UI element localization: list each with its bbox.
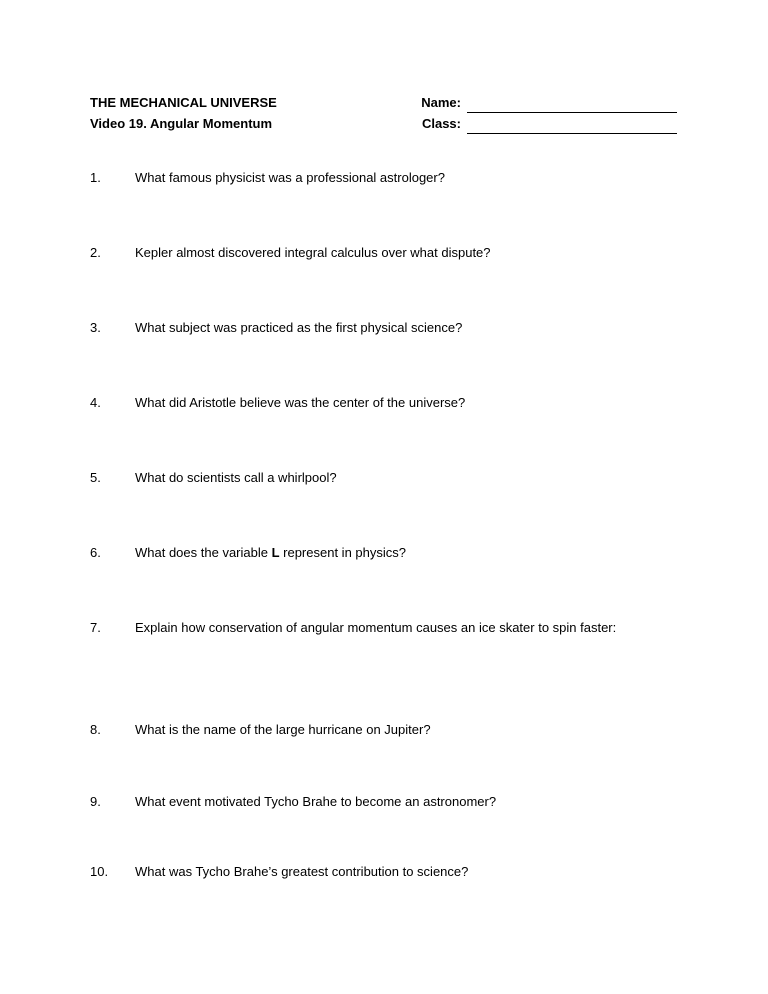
variable-l: L <box>271 545 280 560</box>
worksheet-title: THE MECHANICAL UNIVERSE <box>90 95 277 110</box>
class-field[interactable] <box>467 117 677 134</box>
name-label: Name: <box>421 95 461 110</box>
question-number: 2. <box>90 245 101 260</box>
question-3 <box>90 320 462 336</box>
question-text: What do scientists call a whirlpool? <box>135 470 337 485</box>
question-text: What event motivated Tycho Brahe to become an astronomer? <box>135 794 497 809</box>
question-1 <box>90 170 445 186</box>
question-5 <box>90 470 337 486</box>
question-7 <box>90 620 616 636</box>
question-text: Kepler almost discovered integral calculus over what dispute? <box>135 245 491 260</box>
question-text: What is the name of the large hurricane on Jupiter? <box>135 722 431 737</box>
worksheet-subtitle: Video 19. Angular Momentum <box>90 116 273 131</box>
question-text: What did Aristotle believe was the center of the universe? <box>135 395 466 410</box>
worksheet-header <box>90 92 277 134</box>
question-10 <box>90 864 468 880</box>
name-row <box>380 92 677 113</box>
question-text <box>135 545 406 561</box>
question-9 <box>90 794 496 810</box>
question-number: 3. <box>90 320 101 335</box>
question-number: 5. <box>90 470 101 485</box>
question-number: 8. <box>90 722 101 737</box>
question-number: 10. <box>90 864 109 879</box>
question-text: What famous physicist was a professional astrologer? <box>135 170 445 185</box>
question-number: 1. <box>90 170 101 185</box>
question-number: 4. <box>90 395 101 410</box>
student-info <box>380 92 677 134</box>
question-text: Explain how conservation of angular momentum causes an ice skater to spin faster: <box>135 620 617 635</box>
question-2 <box>90 245 491 261</box>
question-6 <box>90 545 406 561</box>
question-text: What subject was practiced as the first physical science? <box>135 320 463 335</box>
question-text-before: What does the variable <box>135 545 272 560</box>
name-field[interactable] <box>467 96 677 113</box>
question-number: 6. <box>90 545 101 560</box>
question-number: 7. <box>90 620 101 635</box>
class-label: Class: <box>421 116 461 131</box>
question-text: What was Tycho Brahe’s greatest contribution to science? <box>135 864 469 879</box>
question-4 <box>90 395 465 411</box>
class-row <box>380 113 677 134</box>
question-8 <box>90 722 431 738</box>
question-text-after: represent in physics? <box>279 545 406 560</box>
question-number: 9. <box>90 794 101 809</box>
